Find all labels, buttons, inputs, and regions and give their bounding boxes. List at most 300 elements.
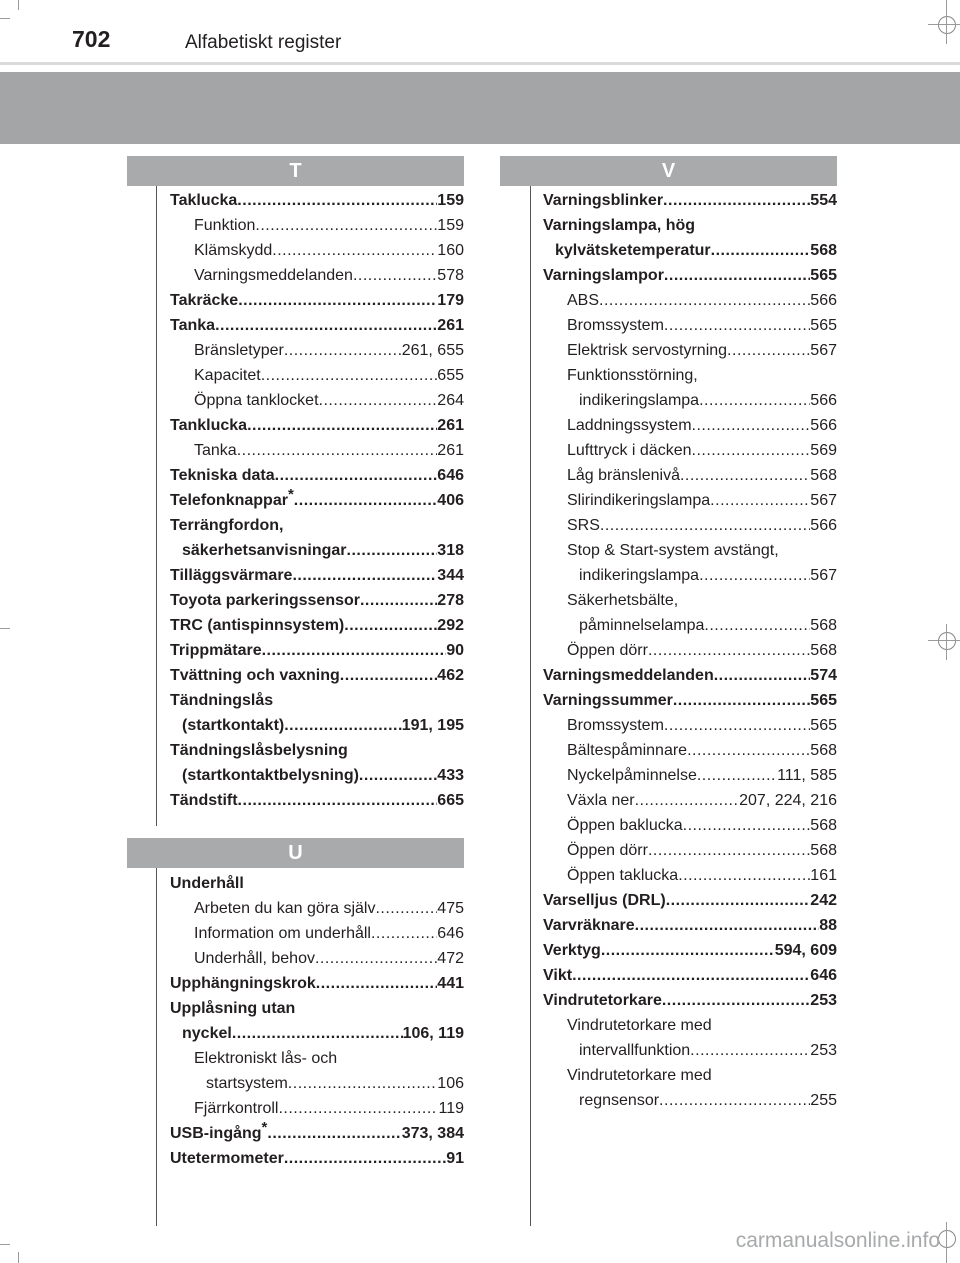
dot-leader bbox=[232, 1021, 403, 1046]
index-term bbox=[182, 1021, 232, 1046]
index-term-text: Vindrutetorkare med bbox=[567, 1017, 712, 1034]
index-entry bbox=[170, 763, 464, 788]
page-number: 702 bbox=[72, 26, 111, 52]
registration-mark-bottom-right bbox=[938, 1230, 956, 1248]
dot-leader bbox=[284, 1146, 446, 1171]
index-term-text: indikeringslampa bbox=[579, 567, 700, 584]
index-term bbox=[170, 563, 292, 588]
page-reference: 594, 609 bbox=[774, 942, 837, 959]
page-reference: 161 bbox=[810, 867, 837, 884]
index-entry bbox=[170, 896, 464, 921]
index-term-text: Underhåll, behov bbox=[194, 950, 315, 967]
page-reference: 567 bbox=[810, 492, 837, 509]
index-term-text: Tändningslåsbelysning bbox=[170, 742, 348, 759]
index-term-text: USB-ingång bbox=[170, 1125, 262, 1142]
registration-mark-right-mid bbox=[938, 632, 956, 650]
page-reference: 90 bbox=[446, 642, 464, 659]
index-term-text: Takräcke bbox=[170, 292, 239, 309]
page-reference: 568 bbox=[810, 617, 837, 634]
index-entry bbox=[543, 1063, 837, 1088]
page-reference: 159 bbox=[437, 217, 464, 234]
index-entry bbox=[170, 1121, 464, 1146]
index-term bbox=[567, 313, 664, 338]
dot-leader bbox=[697, 763, 777, 788]
crop-mark-right-mid-h bbox=[928, 640, 960, 641]
index-entry bbox=[543, 438, 837, 463]
index-entry bbox=[170, 513, 464, 538]
index-term-text: Underhåll bbox=[170, 875, 244, 892]
dot-leader bbox=[371, 921, 437, 946]
index-term bbox=[170, 638, 262, 663]
index-term bbox=[543, 963, 572, 988]
page-reference: 566 bbox=[810, 417, 837, 434]
page-reference: 253 bbox=[810, 1042, 837, 1059]
page-reference: 574 bbox=[810, 667, 837, 684]
index-term bbox=[170, 971, 316, 996]
index-entry bbox=[170, 788, 464, 813]
index-term-text: Bältespåminnare bbox=[567, 742, 688, 759]
dot-leader bbox=[659, 1088, 810, 1113]
page-reference: 566 bbox=[810, 292, 837, 309]
index-entry bbox=[170, 996, 464, 1021]
index-term-text: Fjärrkontroll bbox=[194, 1100, 279, 1117]
index-term-text: Varningsmeddelanden bbox=[543, 667, 714, 684]
index-term-text: Laddningssystem bbox=[567, 417, 692, 434]
index-entry bbox=[170, 363, 464, 388]
dot-leader bbox=[690, 1038, 810, 1063]
dot-leader bbox=[255, 213, 437, 238]
index-entry bbox=[170, 613, 464, 638]
crop-mark-bottom-left-h bbox=[0, 1244, 10, 1245]
dot-leader bbox=[237, 188, 437, 213]
index-term bbox=[543, 913, 635, 938]
index-term bbox=[170, 488, 294, 513]
index-term-text: påminnelselampa bbox=[579, 617, 705, 634]
dot-leader bbox=[347, 538, 438, 563]
page-reference: 191, 195 bbox=[401, 717, 464, 734]
index-term bbox=[170, 188, 237, 213]
index-term-text: Terrängfordon, bbox=[170, 517, 284, 534]
index-term bbox=[206, 1071, 288, 1096]
page-reference: 646 bbox=[437, 467, 464, 484]
dot-leader bbox=[648, 638, 810, 663]
index-term-text: Nyckelpåminnelse bbox=[567, 767, 697, 784]
dot-leader bbox=[710, 488, 810, 513]
dot-leader bbox=[272, 238, 437, 263]
index-entry bbox=[170, 921, 464, 946]
dot-leader bbox=[699, 388, 810, 413]
dot-leader bbox=[664, 263, 810, 288]
index-term bbox=[567, 513, 600, 538]
dot-leader bbox=[315, 946, 437, 971]
index-term bbox=[567, 588, 678, 613]
index-term bbox=[194, 921, 371, 946]
index-entry bbox=[170, 338, 464, 363]
dot-leader bbox=[711, 238, 811, 263]
watermark: carmanualsonline.info bbox=[735, 1229, 940, 1252]
page-reference: 261 bbox=[437, 442, 464, 459]
index-term-text: Upplåsning utan bbox=[170, 1000, 296, 1017]
index-term bbox=[194, 213, 255, 238]
index-entry bbox=[170, 188, 464, 213]
page-reference: 566 bbox=[810, 392, 837, 409]
index-term bbox=[567, 1063, 712, 1088]
dot-leader bbox=[673, 688, 810, 713]
top-band bbox=[0, 72, 960, 144]
page-reference: 578 bbox=[437, 267, 464, 284]
index-entry bbox=[543, 363, 837, 388]
index-entry bbox=[543, 288, 837, 313]
dot-leader bbox=[288, 1071, 438, 1096]
dot-leader bbox=[275, 463, 438, 488]
page-reference: 568 bbox=[810, 842, 837, 859]
index-term-text: startsystem bbox=[206, 1075, 288, 1092]
page-reference: 565 bbox=[810, 717, 837, 734]
index-term bbox=[579, 613, 704, 638]
page-reference: 568 bbox=[810, 242, 837, 259]
index-term-text: regnsensor bbox=[579, 1092, 660, 1109]
index-term bbox=[567, 438, 692, 463]
index-entry bbox=[543, 188, 837, 213]
index-term bbox=[567, 413, 692, 438]
index-term bbox=[567, 363, 698, 388]
index-term-text: Öppen dörr bbox=[567, 842, 648, 859]
page-reference: 160 bbox=[437, 242, 464, 259]
page-reference: 568 bbox=[810, 817, 837, 834]
page-reference: 88 bbox=[819, 917, 837, 934]
page-reference: 406 bbox=[437, 492, 464, 509]
index-term bbox=[567, 838, 648, 863]
page-reference: 566 bbox=[810, 517, 837, 534]
dot-leader bbox=[663, 188, 810, 213]
index-entry bbox=[170, 663, 464, 688]
index-term-text: Varningssummer bbox=[543, 692, 673, 709]
index-term-text: Tilläggsvärmare bbox=[170, 567, 293, 584]
index-term-text: Varningslampa, hög bbox=[543, 217, 696, 234]
index-term bbox=[567, 813, 683, 838]
index-entry bbox=[170, 871, 464, 896]
index-term-text: SRS bbox=[567, 517, 600, 534]
dot-leader bbox=[664, 313, 810, 338]
index-term-text: Lufttryck i däcken bbox=[567, 442, 692, 459]
index-term bbox=[543, 988, 662, 1013]
page-reference: 462 bbox=[437, 667, 464, 684]
index-term-text: Information om underhåll bbox=[194, 925, 371, 942]
dot-leader bbox=[704, 613, 810, 638]
page-reference: 344 bbox=[437, 567, 464, 584]
index-entry bbox=[543, 238, 837, 263]
index-entry bbox=[170, 413, 464, 438]
index-term bbox=[567, 488, 710, 513]
index-term-text: ABS bbox=[567, 292, 600, 309]
index-term bbox=[170, 1121, 267, 1146]
crop-mark-left-mid bbox=[0, 628, 10, 629]
index-term-text: Varningsmeddelanden bbox=[194, 267, 353, 284]
dot-leader bbox=[635, 913, 820, 938]
index-term-text: Tanka bbox=[170, 317, 216, 334]
page-reference: 207, 224, 216 bbox=[739, 792, 837, 809]
section-header-v: V bbox=[500, 156, 837, 186]
index-term bbox=[543, 888, 666, 913]
index-entry bbox=[170, 263, 464, 288]
index-term-text: Öppen taklucka bbox=[567, 867, 679, 884]
index-entry bbox=[543, 763, 837, 788]
dot-leader bbox=[359, 763, 437, 788]
index-term bbox=[543, 938, 601, 963]
crop-mark-top-right-h bbox=[928, 24, 960, 25]
index-entry bbox=[543, 638, 837, 663]
index-term bbox=[170, 788, 238, 813]
dot-leader bbox=[316, 971, 438, 996]
index-term bbox=[170, 413, 247, 438]
index-term bbox=[194, 388, 319, 413]
index-term bbox=[567, 538, 779, 563]
page-reference: 292 bbox=[437, 617, 464, 634]
page-reference: 159 bbox=[437, 192, 464, 209]
index-term-text: Kapacitet bbox=[194, 367, 261, 384]
index-entry bbox=[543, 1038, 837, 1063]
index-term-text: Varningsblinker bbox=[543, 192, 664, 209]
index-term bbox=[194, 238, 272, 263]
index-term bbox=[567, 1013, 712, 1038]
index-entry bbox=[543, 663, 837, 688]
page-reference: 106 bbox=[437, 1075, 464, 1092]
page-reference: 264 bbox=[437, 392, 464, 409]
index-term bbox=[579, 388, 699, 413]
index-term bbox=[170, 288, 238, 313]
index-term-text: Tändstift bbox=[170, 792, 238, 809]
index-entry bbox=[543, 1088, 837, 1113]
index-term bbox=[170, 688, 273, 713]
index-term bbox=[170, 313, 215, 338]
index-term bbox=[170, 1146, 284, 1171]
index-term-text: Funktionsstörning, bbox=[567, 367, 698, 384]
index-term-text: Bromssystem bbox=[567, 717, 664, 734]
index-term bbox=[170, 588, 360, 613]
index-entry bbox=[170, 313, 464, 338]
dot-leader bbox=[375, 896, 437, 921]
index-entry bbox=[170, 288, 464, 313]
page-reference: 119 bbox=[438, 1100, 464, 1117]
index-list-v bbox=[543, 188, 837, 1113]
index-term-text: Varselljus (DRL) bbox=[543, 892, 666, 909]
index-term bbox=[543, 188, 663, 213]
index-entry bbox=[543, 913, 837, 938]
index-term bbox=[567, 338, 727, 363]
page-reference: 179 bbox=[437, 292, 464, 309]
index-entry bbox=[543, 938, 837, 963]
index-entry bbox=[170, 638, 464, 663]
index-term bbox=[567, 463, 680, 488]
column-rule-left bbox=[156, 186, 157, 826]
index-term-text: Öppen dörr bbox=[567, 642, 648, 659]
dot-leader bbox=[664, 713, 810, 738]
page-reference: 373, 384 bbox=[401, 1125, 464, 1142]
page-reference: 255 bbox=[810, 1092, 837, 1109]
index-term bbox=[194, 263, 353, 288]
dot-leader bbox=[360, 588, 437, 613]
index-term-text: Tanklucka bbox=[170, 417, 248, 434]
index-term bbox=[579, 1038, 690, 1063]
index-term-text: Tekniska data bbox=[170, 467, 275, 484]
index-term-text: Vindrutetorkare med bbox=[567, 1067, 712, 1084]
index-entry bbox=[543, 888, 837, 913]
index-term-text: intervallfunktion bbox=[579, 1042, 691, 1059]
page-reference: 475 bbox=[437, 900, 464, 917]
index-term-text: Bränsletyper bbox=[194, 342, 284, 359]
index-entry bbox=[543, 388, 837, 413]
page-reference: 646 bbox=[437, 925, 464, 942]
index-term-text: Tvättning och vaxning bbox=[170, 667, 340, 684]
index-entry bbox=[170, 563, 464, 588]
page-reference: 554 bbox=[810, 192, 837, 209]
index-entry bbox=[170, 1071, 464, 1096]
index-entry bbox=[170, 388, 464, 413]
index-list-u bbox=[170, 871, 464, 1171]
index-entry bbox=[543, 588, 837, 613]
index-term-text: Elektroniskt lås- och bbox=[194, 1050, 338, 1067]
index-term bbox=[194, 338, 284, 363]
page-reference: 261 bbox=[437, 417, 464, 434]
index-term-text: Öppna tanklocket bbox=[194, 392, 319, 409]
index-term-text: säkerhetsanvisningar bbox=[182, 542, 347, 559]
index-term bbox=[170, 663, 340, 688]
index-term bbox=[170, 513, 283, 538]
index-term bbox=[182, 763, 359, 788]
index-term bbox=[567, 863, 678, 888]
dot-leader bbox=[247, 413, 437, 438]
index-entry bbox=[543, 688, 837, 713]
index-term bbox=[194, 1096, 278, 1121]
dot-leader bbox=[687, 738, 810, 763]
page-reference: 91 bbox=[446, 1150, 464, 1167]
index-entry bbox=[543, 863, 837, 888]
page-reference: 472 bbox=[437, 950, 464, 967]
index-entry bbox=[170, 688, 464, 713]
dot-leader bbox=[261, 363, 438, 388]
crop-mark-top-left bbox=[18, 0, 19, 10]
page-title: Alfabetiskt register bbox=[185, 32, 342, 53]
page-reference: 665 bbox=[437, 792, 464, 809]
index-term-text: Trippmätare bbox=[170, 642, 262, 659]
index-entry bbox=[170, 438, 464, 463]
index-entry bbox=[543, 413, 837, 438]
page-reference: 568 bbox=[810, 742, 837, 759]
page-reference: 433 bbox=[437, 767, 464, 784]
index-term-text: Elektrisk servostyrning bbox=[567, 342, 728, 359]
index-entry bbox=[170, 1096, 464, 1121]
title-rule bbox=[0, 62, 960, 65]
page-reference: 655 bbox=[437, 367, 464, 384]
index-term-text: Tändningslås bbox=[170, 692, 274, 709]
index-entry bbox=[170, 238, 464, 263]
section-header-t: T bbox=[127, 156, 464, 186]
index-entry bbox=[543, 613, 837, 638]
index-entry bbox=[170, 738, 464, 763]
index-entry bbox=[543, 563, 837, 588]
index-term bbox=[579, 563, 699, 588]
index-term bbox=[543, 688, 673, 713]
dot-leader bbox=[692, 438, 811, 463]
dot-leader bbox=[599, 288, 810, 313]
index-term bbox=[194, 1046, 337, 1071]
index-term-text: Vikt bbox=[543, 967, 573, 984]
index-term-text: Låg bränslenivå bbox=[567, 467, 680, 484]
index-term-text: TRC (antispinnsystem) bbox=[170, 617, 345, 634]
index-entry bbox=[170, 1146, 464, 1171]
index-entry bbox=[170, 971, 464, 996]
page-reference: 568 bbox=[810, 467, 837, 484]
registration-mark-top-right bbox=[938, 16, 956, 34]
crop-mark-right-mid bbox=[946, 624, 947, 660]
dot-leader bbox=[683, 813, 811, 838]
index-term-text: Växla ner bbox=[567, 792, 635, 809]
index-entry bbox=[543, 488, 837, 513]
page-reference: 441 bbox=[437, 975, 464, 992]
index-entry bbox=[543, 313, 837, 338]
dot-leader bbox=[635, 788, 740, 813]
index-term-text: Varvräknare bbox=[543, 917, 635, 934]
index-entry bbox=[543, 213, 837, 238]
dot-leader bbox=[319, 388, 438, 413]
index-term-text: indikeringslampa bbox=[579, 392, 700, 409]
index-entry bbox=[543, 813, 837, 838]
index-entry bbox=[543, 538, 837, 563]
index-entry bbox=[543, 1013, 837, 1038]
index-term-text: Upphängningskrok bbox=[170, 975, 316, 992]
index-term-text: Slirindikeringslampa bbox=[567, 492, 711, 509]
index-term bbox=[555, 238, 711, 263]
page-reference: 111, 585 bbox=[777, 767, 837, 784]
index-entry bbox=[543, 263, 837, 288]
index-term bbox=[170, 463, 275, 488]
index-entry bbox=[170, 946, 464, 971]
dot-leader bbox=[601, 938, 775, 963]
index-term-text: Stop & Start-system avstängt, bbox=[567, 542, 779, 559]
dot-leader bbox=[344, 613, 437, 638]
index-list-t bbox=[170, 188, 464, 813]
index-entry bbox=[543, 463, 837, 488]
index-entry bbox=[543, 838, 837, 863]
index-term-text: Säkerhetsbälte, bbox=[567, 592, 679, 609]
index-entry bbox=[170, 1021, 464, 1046]
index-entry bbox=[543, 513, 837, 538]
index-entry bbox=[170, 488, 464, 513]
index-term-text: Klämskydd bbox=[194, 242, 273, 259]
dot-leader bbox=[262, 638, 447, 663]
index-term bbox=[543, 263, 664, 288]
index-term bbox=[567, 738, 687, 763]
index-term-text: kylvätsketemperatur bbox=[555, 242, 711, 259]
dot-leader bbox=[600, 513, 810, 538]
index-term-text: nyckel bbox=[182, 1025, 232, 1042]
page-reference: 253 bbox=[810, 992, 837, 1009]
column-rule-right bbox=[530, 186, 531, 1226]
index-term bbox=[182, 713, 284, 738]
page-reference: 567 bbox=[810, 567, 837, 584]
dot-leader bbox=[572, 963, 810, 988]
dot-leader bbox=[237, 438, 438, 463]
asterisk-marker: * bbox=[287, 486, 294, 503]
index-term-text: Varningslampor bbox=[543, 267, 664, 284]
dot-leader bbox=[284, 713, 401, 738]
index-term bbox=[194, 363, 261, 388]
dot-leader bbox=[238, 288, 437, 313]
index-entry bbox=[543, 713, 837, 738]
index-term bbox=[170, 738, 348, 763]
dot-leader bbox=[678, 863, 810, 888]
page-reference: 567 bbox=[810, 342, 837, 359]
